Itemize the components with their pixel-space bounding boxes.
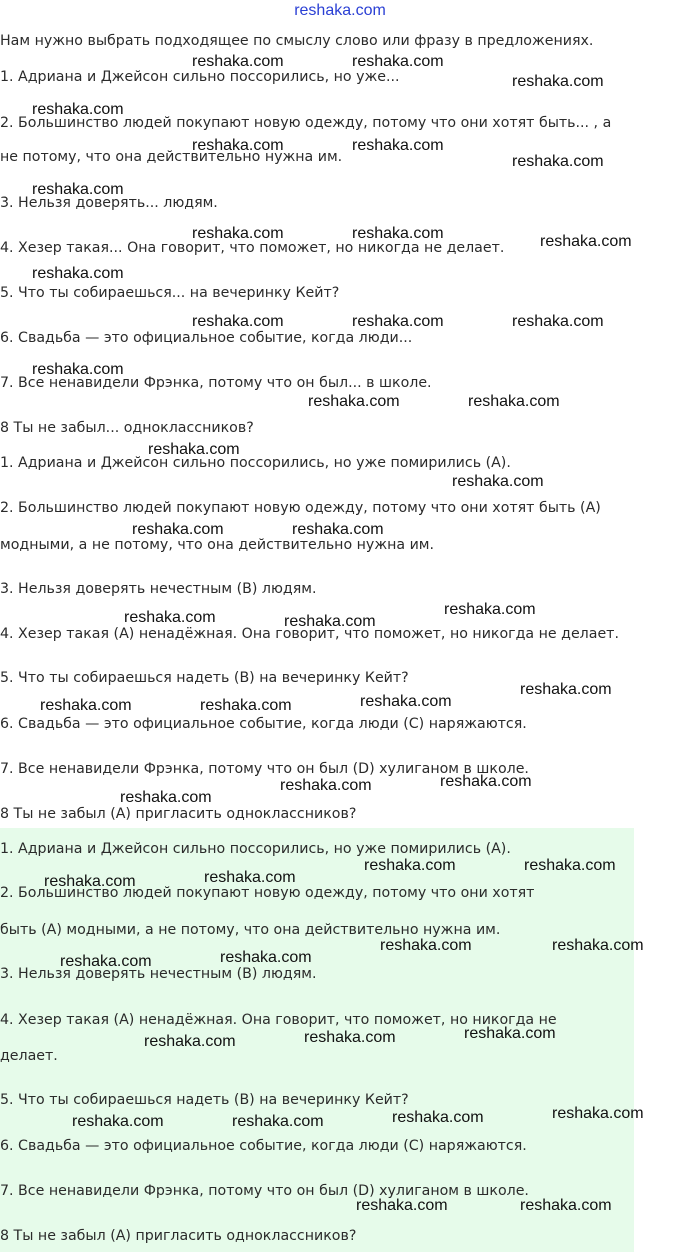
question-line: 2. Большинство людей покупают новую одежду, потому что они хотят быть... , а <box>0 115 612 131</box>
question-line: 3. Нельзя доверять... людям. <box>0 195 218 211</box>
answer-line: 2. Большинство людей покупают новую одежду, потому что они хотят быть (A) <box>0 500 601 516</box>
watermark: reshaka.com <box>32 361 124 378</box>
watermark: reshaka.com <box>144 1033 236 1050</box>
answer-line: 3. Нельзя доверять нечестным (B) людям. <box>0 581 317 597</box>
watermark: reshaka.com <box>552 1105 644 1122</box>
watermark: reshaka.com <box>292 521 384 538</box>
final-answer-line: 1. Адриана и Джейсон сильно поссорились, но уже помирились (A). <box>0 841 511 857</box>
watermark: reshaka.com <box>232 1113 324 1130</box>
watermark: reshaka.com <box>220 949 312 966</box>
watermark: reshaka.com <box>444 601 536 618</box>
watermark: reshaka.com <box>32 181 124 198</box>
watermark: reshaka.com <box>44 873 136 890</box>
answer-line: 7. Все ненавидели Фрэнка, потому что он был (D) хулиганом в школе. <box>0 761 529 777</box>
watermark: reshaka.com <box>356 1197 448 1214</box>
final-answer-line: 5. Что ты собираешься надеть (B) на вечеринку Кейт? <box>0 1092 409 1108</box>
final-answer-line: 6. Свадьба — это официальное событие, когда люди (C) наряжаются. <box>0 1138 527 1154</box>
final-answer-line: 7. Все ненавидели Фрэнка, потому что он был (D) хулиганом в школе. <box>0 1183 529 1199</box>
watermark: reshaka.com <box>192 313 284 330</box>
answer-line: 5. Что ты собираешься надеть (B) на вечеринку Кейт? <box>0 670 409 686</box>
watermark: reshaka.com <box>512 153 604 170</box>
question-line: 7. Все ненавидели Фрэнка, потому что он был... в школе. <box>0 375 432 391</box>
watermark: reshaka.com <box>524 857 616 874</box>
watermark: reshaka.com <box>60 953 152 970</box>
watermark: reshaka.com <box>512 313 604 330</box>
question-line: 4. Хезер такая... Она говорит, что поможет, но никогда не делает. <box>0 240 505 256</box>
final-answer-line: быть (A) модными, а не потому, что она действительно нужна им. <box>0 922 501 938</box>
watermark: reshaka.com <box>124 609 216 626</box>
watermark: reshaka.com <box>512 73 604 90</box>
watermark: reshaka.com <box>352 53 444 70</box>
watermark: reshaka.com <box>308 393 400 410</box>
watermark: reshaka.com <box>364 857 456 874</box>
watermark: reshaka.com <box>132 521 224 538</box>
watermark: reshaka.com <box>452 473 544 490</box>
watermark: reshaka.com <box>464 1025 556 1042</box>
intro-text: Нам нужно выбрать подходящее по смыслу слово или фразу в предложениях. <box>0 33 594 49</box>
watermark: reshaka.com <box>280 777 372 794</box>
watermark: reshaka.com <box>468 393 560 410</box>
watermark: reshaka.com <box>72 1113 164 1130</box>
question-line: 5. Что ты собираешься... на вечеринку Кейт? <box>0 285 340 301</box>
watermark: reshaka.com <box>352 225 444 242</box>
answer-line: 8 Ты не забыл (A) пригласить одноклассников? <box>0 806 357 822</box>
watermark: reshaka.com <box>192 137 284 154</box>
final-answer-line: 8 Ты не забыл (A) пригласить одноклассников? <box>0 1228 357 1244</box>
watermark: reshaka.com <box>392 1109 484 1126</box>
final-answer-line: делает. <box>0 1048 58 1064</box>
watermark: reshaka.com <box>32 101 124 118</box>
final-answer-line: 2. Большинство людей покупают новую одежду, потому что они хотят <box>0 885 535 901</box>
answer-line: 6. Свадьба — это официальное событие, когда люди (C) наряжаются. <box>0 716 527 732</box>
watermark: reshaka.com <box>40 697 132 714</box>
watermark: reshaka.com <box>440 773 532 790</box>
final-answer-line: 3. Нельзя доверять нечестным (B) людям. <box>0 966 317 982</box>
question-line: 1. Адриана и Джейсон сильно поссорились, но уже... <box>0 69 400 85</box>
watermark: reshaka.com <box>540 233 632 250</box>
watermark: reshaka.com <box>352 137 444 154</box>
site-link[interactable]: reshaka.com <box>294 2 386 19</box>
watermark: reshaka.com <box>192 225 284 242</box>
watermark: reshaka.com <box>380 937 472 954</box>
watermark: reshaka.com <box>304 1029 396 1046</box>
watermark: reshaka.com <box>120 789 212 806</box>
watermark: reshaka.com <box>552 937 644 954</box>
watermark: reshaka.com <box>360 693 452 710</box>
watermark: reshaka.com <box>520 1197 612 1214</box>
watermark: reshaka.com <box>192 53 284 70</box>
answer-line: модными, а не потому, что она действительно нужна им. <box>0 537 435 553</box>
watermark: reshaka.com <box>352 313 444 330</box>
final-answer-line: 4. Хезер такая (A) ненадёжная. Она говорит, что поможет, но никогда не <box>0 1012 557 1028</box>
question-line: 6. Свадьба — это официальное событие, когда люди... <box>0 330 413 346</box>
answer-line: 1. Адриана и Джейсон сильно поссорились, но уже помирились (A). <box>0 455 511 471</box>
watermark: reshaka.com <box>32 265 124 282</box>
question-line: не потому, что она действительно нужна им. <box>0 149 343 165</box>
watermark: reshaka.com <box>200 697 292 714</box>
question-line: 8 Ты не забыл... одноклассников? <box>0 420 254 436</box>
answer-line: 4. Хезер такая (A) ненадёжная. Она говорит, что поможет, но никогда не делает. <box>0 626 619 642</box>
watermark: reshaka.com <box>204 869 296 886</box>
watermark: reshaka.com <box>520 681 612 698</box>
watermark: reshaka.com <box>148 441 240 458</box>
watermark: reshaka.com <box>284 613 376 630</box>
